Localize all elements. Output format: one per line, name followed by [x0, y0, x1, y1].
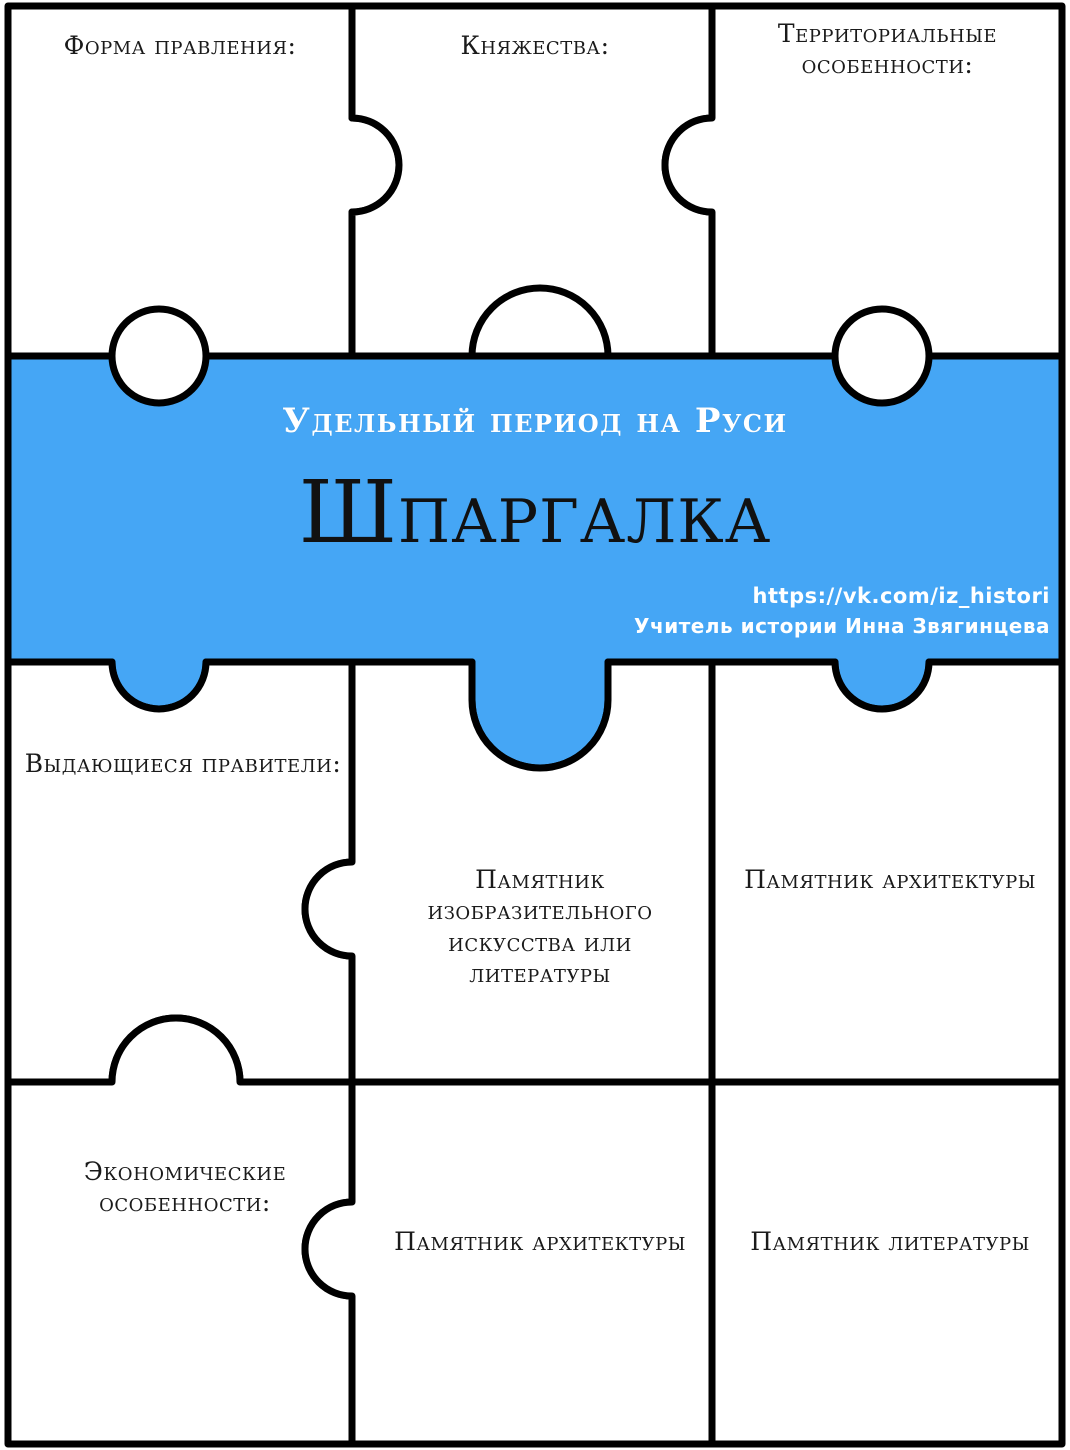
cell-bottom-right[interactable] — [712, 1082, 1062, 1444]
cell-label-form-of-government: Форма правления: — [63, 31, 297, 60]
banner-subtitle: Удельный период на Руси — [282, 401, 788, 441]
cell-bottom-center[interactable] — [305, 1082, 712, 1444]
cell-label-economic-features: Экономические особенности: — [83, 1157, 287, 1218]
cell-bottom-left[interactable] — [8, 1018, 352, 1444]
cell-label-art-or-literature-monument: Памятник изобразительного искусства или литературы — [427, 865, 653, 988]
cell-label-outstanding-rulers: Выдающиеся правители: — [24, 749, 342, 778]
cell-label-architecture-monument-1: Памятник архитектуры — [744, 865, 1036, 894]
cell-label-architecture-monument-2: Памятник архитектуры — [394, 1227, 686, 1256]
banner-title: Шпаргалка — [298, 463, 772, 563]
cell-label-literature-monument: Памятник литературы — [750, 1227, 1030, 1256]
banner-author: Учитель истории Инна Звягинцева — [634, 614, 1050, 638]
cell-label-territorial-features: Территориальные особенности: — [777, 19, 998, 80]
cell-label-principalities: Княжества: — [460, 31, 610, 60]
banner-link[interactable]: https://vk.com/iz_histori — [752, 584, 1050, 608]
